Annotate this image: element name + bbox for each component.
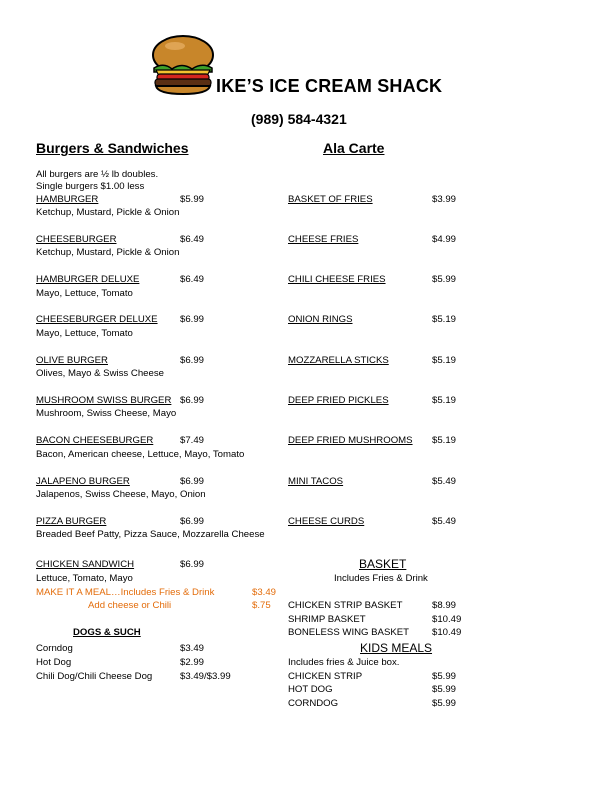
- menu-item-price: $5.99: [432, 671, 457, 682]
- menu-item-name: CHICKEN STRIP: [288, 671, 363, 682]
- menu-item-name: BASKET OF FRIES: [288, 194, 373, 205]
- menu-item-name: MOZZARELLA STICKS: [288, 355, 389, 366]
- meal-offer-price: $3.49: [252, 587, 277, 598]
- add-cheese-text: Add cheese or Chili: [88, 600, 172, 611]
- menu-item-desc: Breaded Beef Patty, Pizza Sauce, Mozzarella Cheese: [36, 529, 265, 540]
- menu-item-name: ONION RINGS: [288, 314, 353, 325]
- menu-item-name: BONELESS WING BASKET: [288, 627, 410, 638]
- menu-item-name: CHEESE CURDS: [288, 516, 365, 527]
- menu-item-price: $6.99: [180, 355, 205, 366]
- menu-item-name: CHICKEN SANDWICH: [36, 559, 135, 570]
- menu-item-price: $5.19: [432, 395, 457, 406]
- menu-item-name: HAMBURGER DELUXE: [36, 274, 140, 285]
- menu-item-name: OLIVE BURGER: [36, 355, 108, 366]
- menu-item-price: $4.99: [432, 234, 457, 245]
- menu-item-price: $3.99: [432, 194, 457, 205]
- menu-item-name: CHEESEBURGER DELUXE: [36, 314, 158, 325]
- menu-item-name: HAMBURGER: [36, 194, 99, 205]
- menu-item-price: $5.99: [432, 684, 457, 695]
- menu-item-price: $2.99: [180, 657, 205, 668]
- menu-item-name: Hot Dog: [36, 657, 72, 668]
- menu-item-price: $6.99: [180, 559, 205, 570]
- dogs-heading: DOGS & SUCH: [73, 627, 141, 638]
- ala-carte-heading: Ala Carte: [323, 140, 385, 156]
- menu-item-name: CHILI CHEESE FRIES: [288, 274, 386, 285]
- menu-item-name: Chili Dog/Chili Cheese Dog: [36, 671, 153, 682]
- menu-item-name: CHICKEN STRIP BASKET: [288, 600, 403, 611]
- menu-item-desc: Mushroom, Swiss Cheese, Mayo: [36, 408, 177, 419]
- menu-item-name: HOT DOG: [288, 684, 333, 695]
- menu-item-desc: Bacon, American cheese, Lettuce, Mayo, Tomato: [36, 449, 245, 460]
- menu-item-price: $5.19: [432, 314, 457, 325]
- menu-item-desc: Lettuce, Tomato, Mayo: [36, 573, 133, 584]
- menu-item-desc: Jalapenos, Swiss Cheese, Mayo, Onion: [36, 489, 206, 500]
- menu-item-price: $8.99: [432, 600, 457, 611]
- menu-item-name: CHEESE FRIES: [288, 234, 359, 245]
- menu-item-price: $6.99: [180, 476, 205, 487]
- menu-item-desc: Mayo, Lettuce, Tomato: [36, 288, 133, 299]
- menu-item-price: $5.19: [432, 355, 457, 366]
- menu-item-price: $5.19: [432, 435, 457, 446]
- hamburger-icon: [150, 34, 216, 96]
- menu-item-price: $10.49: [432, 627, 462, 638]
- menu-item-name: JALAPENO BURGER: [36, 476, 130, 487]
- phone-number: (989) 584-4321: [251, 111, 347, 127]
- menu-item-desc: Olives, Mayo & Swiss Cheese: [36, 368, 164, 379]
- menu-item-name: PIZZA BURGER: [36, 516, 107, 527]
- menu-item-price: $5.49: [432, 516, 457, 527]
- menu-item-price: $5.49: [432, 476, 457, 487]
- menu-item-name: DEEP FRIED PICKLES: [288, 395, 389, 406]
- basket-subtitle: Includes Fries & Drink: [334, 573, 428, 584]
- menu-item-name: MINI TACOS: [288, 476, 344, 487]
- menu-item-price: $3.49: [180, 643, 205, 654]
- menu-item-name: DEEP FRIED MUSHROOMS: [288, 435, 413, 446]
- meal-offer-text: MAKE IT A MEAL…Includes Fries & Drink: [36, 587, 215, 598]
- kids-meals-subtitle: Includes fries & Juice box.: [288, 657, 400, 668]
- add-cheese-price: $.75: [252, 600, 271, 611]
- menu-item-price: $6.49: [180, 274, 205, 285]
- menu-item-desc: Mayo, Lettuce, Tomato: [36, 328, 133, 339]
- menu-item-name: CHEESEBURGER: [36, 234, 117, 245]
- burger-note: Single burgers $1.00 less: [36, 181, 145, 192]
- menu-item-price: $5.99: [432, 698, 457, 709]
- menu-item-desc: Ketchup, Mustard, Pickle & Onion: [36, 207, 180, 218]
- page-title: IKE’S ICE CREAM SHACK: [216, 76, 443, 96]
- menu-item-name: CORNDOG: [288, 698, 339, 709]
- menu-item-price: $6.99: [180, 314, 205, 325]
- menu-item-price: $5.99: [432, 274, 457, 285]
- menu-item-price: $6.99: [180, 516, 205, 527]
- menu-item-price: $6.99: [180, 395, 205, 406]
- menu-item-price: $3.49/$3.99: [180, 671, 231, 682]
- menu-item-price: $10.49: [432, 614, 462, 625]
- menu-item-price: $6.49: [180, 234, 205, 245]
- menu-item-name: Corndog: [36, 643, 73, 654]
- menu-item-price: $5.99: [180, 194, 205, 205]
- menu-item-name: SHRIMP BASKET: [288, 614, 366, 625]
- menu-item-price: $7.49: [180, 435, 205, 446]
- burger-note: All burgers are ½ lb doubles.: [36, 169, 159, 180]
- menu-item-name: MUSHROOM SWISS BURGER: [36, 395, 172, 406]
- kids-meals-heading: KIDS MEALS: [360, 641, 433, 655]
- menu-item-desc: Ketchup, Mustard, Pickle & Onion: [36, 247, 180, 258]
- burgers-heading: Burgers & Sandwiches: [36, 140, 189, 156]
- basket-heading: BASKET: [359, 557, 407, 571]
- menu-item-name: BACON CHEESEBURGER: [36, 435, 154, 446]
